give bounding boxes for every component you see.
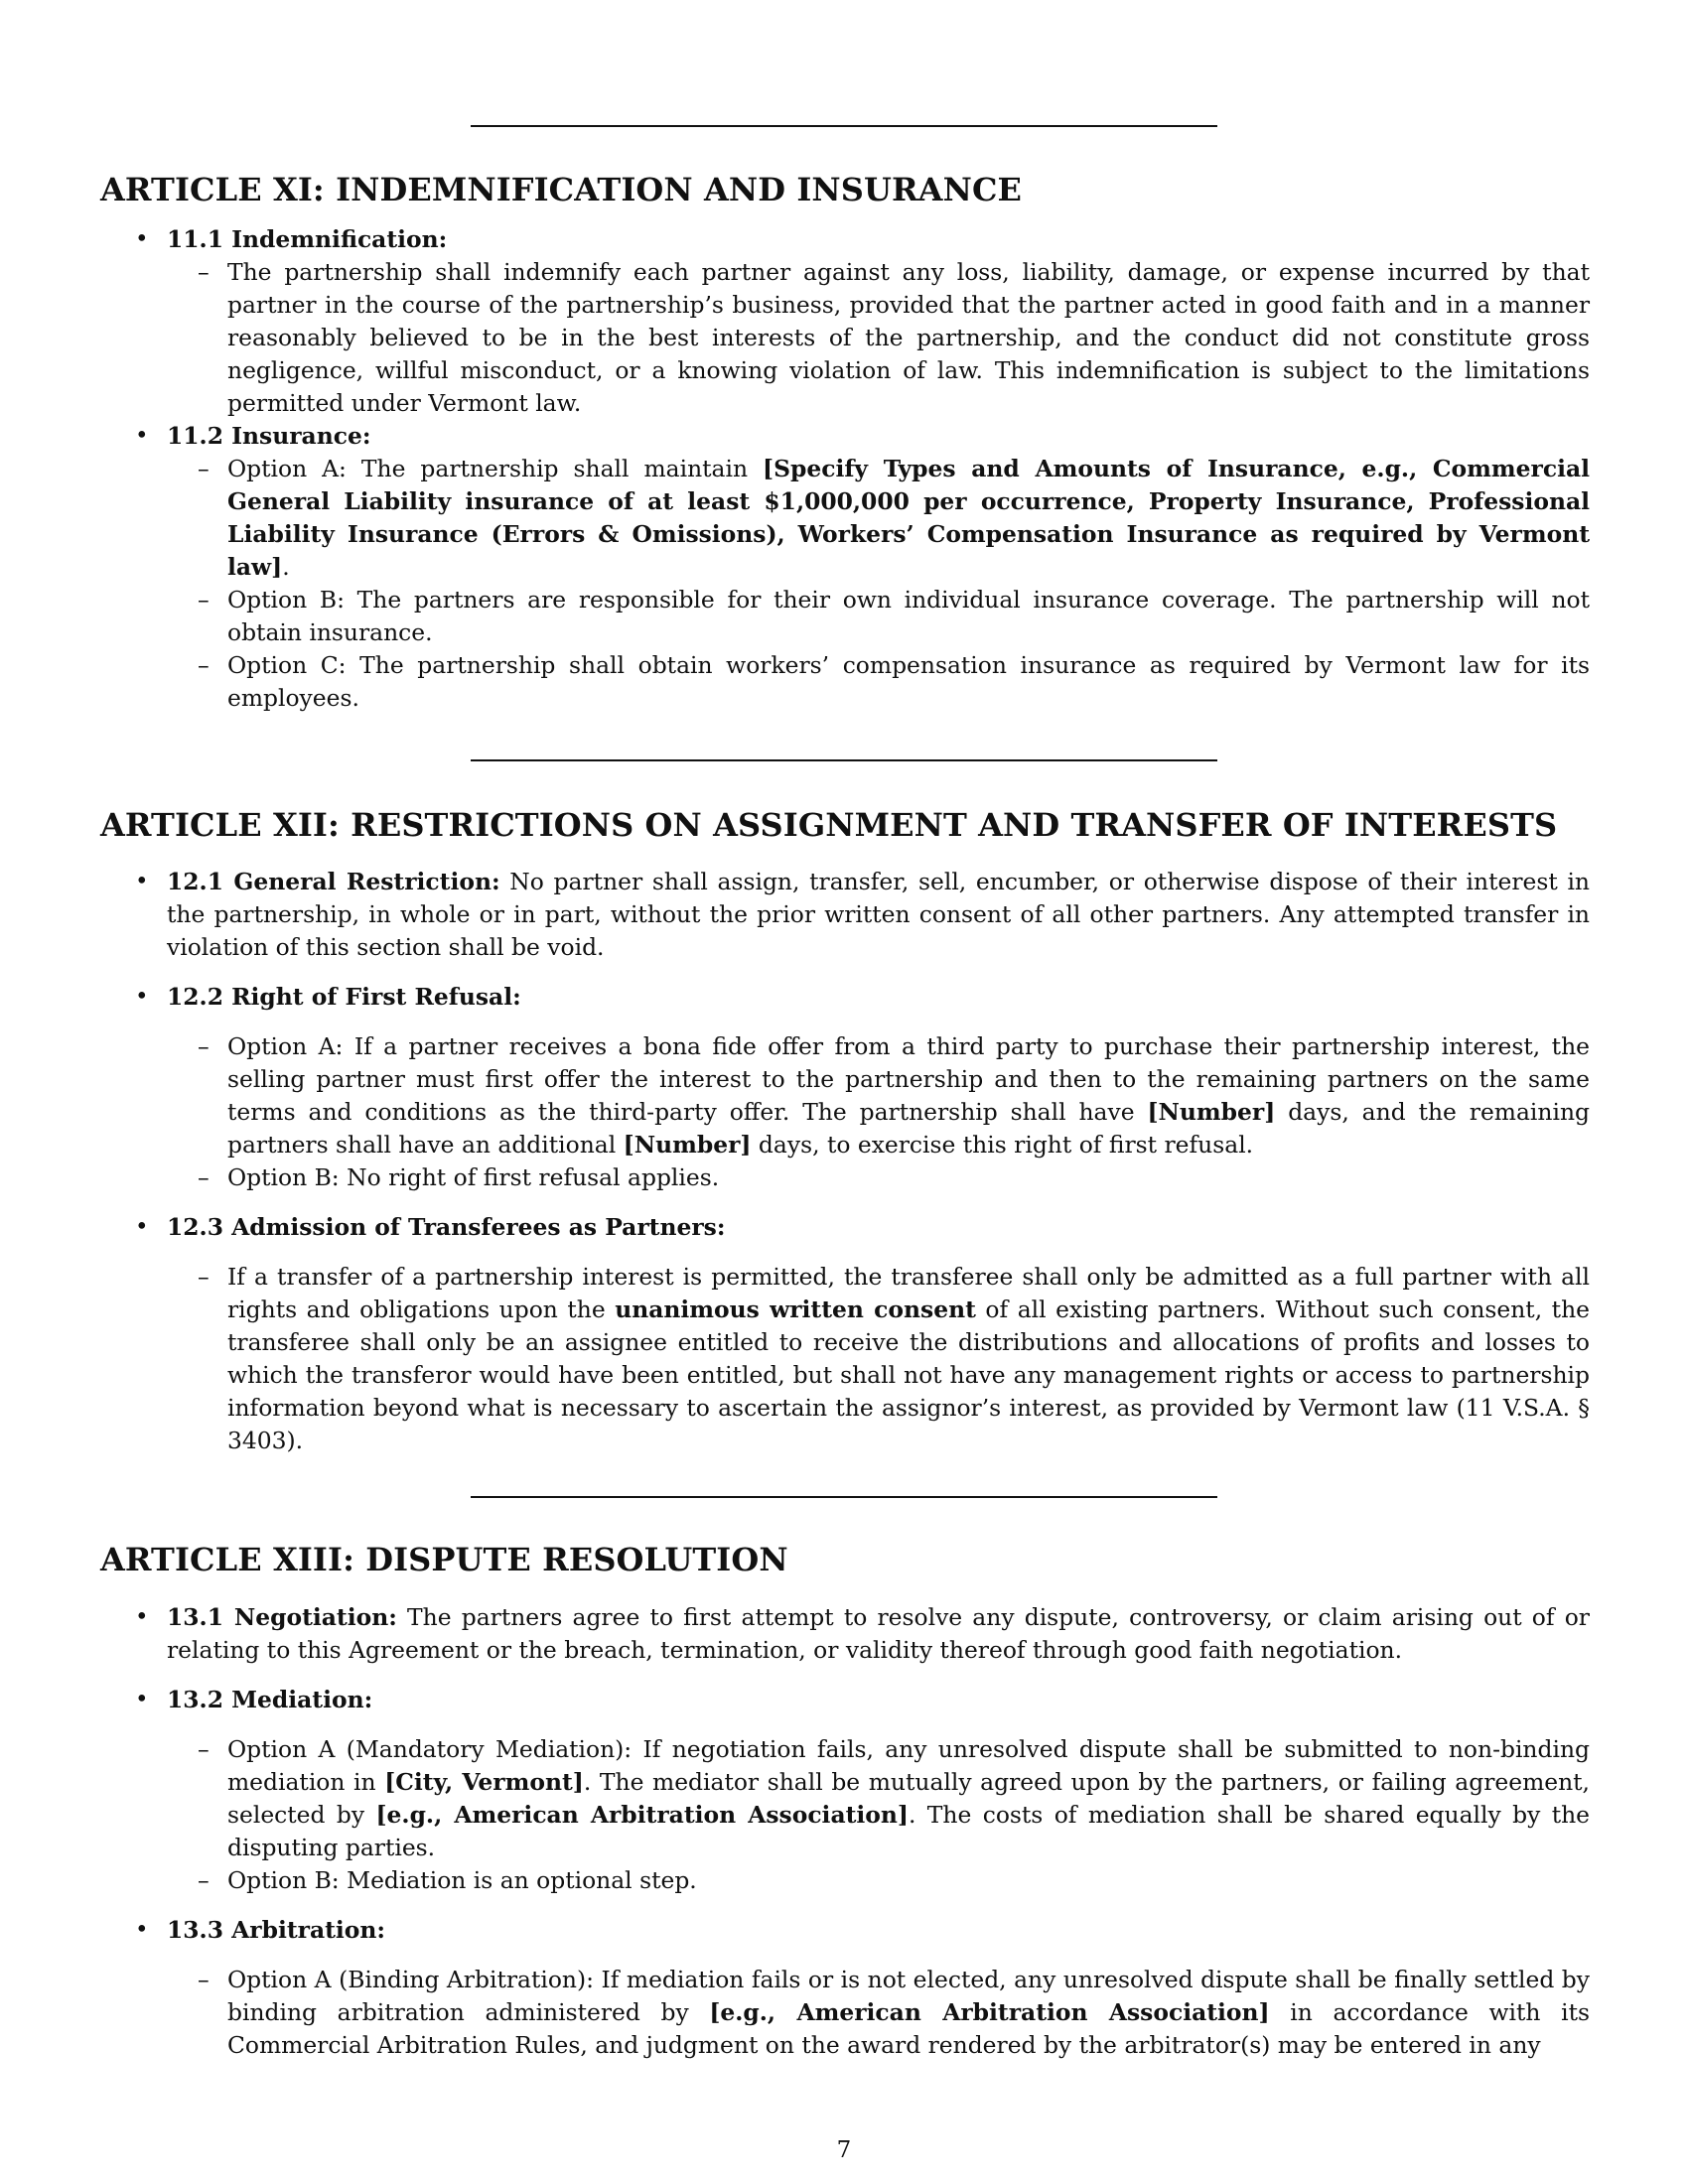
section-12-2-option-b: [100, 1161, 1590, 1194]
option-text: Option A (Binding Arbitration): If mediation fails or is not elected, any unresolved dispute shall be finally settled by binding arbitration administered by: [227, 1966, 1590, 2026]
option-text: Option A (Mandatory Mediation): If negotiation fails, any unresolved dispute shall be submitted to non-binding mediation in: [227, 1735, 1590, 1796]
section-11-2-option-c: [100, 649, 1590, 715]
section-11-1-title: 11.1 Indemnification:: [167, 225, 448, 253]
section-13-2-option-b: [100, 1864, 1590, 1897]
placeholder-text: [Specify Types and Amounts of Insurance, e.g., Commercial General Liability insurance of at least $1,000,000 per occurrence, Property Insurance, Professional Liability Insurance (Errors & Omissions), Workers’ Compensation Insurance as required by Vermont law]: [227, 455, 1590, 581]
bullet-glyph: •: [135, 984, 149, 1010]
option-text: days, to exercise this right of first refusal.: [751, 1131, 1254, 1159]
section-12-2-option-a: [100, 1030, 1590, 1161]
bullet-glyph: •: [135, 1214, 149, 1240]
bullet-glyph: •: [135, 1604, 149, 1630]
article-12-heading: ARTICLE XII: RESTRICTIONS ON ASSIGNMENT AND TRANSFER OF INTERESTS: [100, 806, 1558, 844]
section-11-1: [100, 223, 1590, 420]
section-11-2: [100, 420, 1590, 715]
bullet-glyph: •: [135, 869, 149, 894]
section-13-1: [100, 1601, 1590, 1667]
dash-glyph: –: [198, 586, 210, 614]
bullet-glyph: •: [135, 226, 149, 252]
section-11-1-text: [100, 256, 1590, 420]
dash-glyph: –: [198, 1866, 210, 1894]
section-12-2: [100, 981, 1590, 1194]
section-13-2-title: 13.2 Mediation:: [167, 1686, 373, 1713]
article-13-body: [100, 1601, 1590, 2062]
dash-glyph: –: [198, 1735, 210, 1763]
article-13-heading: ARTICLE XIII: DISPUTE RESOLUTION: [100, 1541, 788, 1578]
section-12-3-title: 12.3 Admission of Transferees as Partners:: [167, 1213, 726, 1241]
section-13-1-title: 13.1 Negotiation:: [167, 1603, 397, 1631]
option-text: in accordance with its Commercial Arbitration Rules, and judgment on the award rendered by the arbitrator(s) may be entered in any: [227, 1998, 1590, 2059]
placeholder-text: [Number]: [1147, 1098, 1276, 1126]
section-divider: [471, 759, 1217, 761]
option-text: Option C: The partnership shall obtain workers’ compensation insurance as required by Vermont law for its employees.: [227, 651, 1590, 712]
dash-glyph: –: [198, 651, 210, 679]
option-text: Option A: The partnership shall maintain: [227, 455, 764, 482]
section-13-2-option-a: [100, 1733, 1590, 1864]
section-13-2: [100, 1684, 1590, 1897]
section-11-1-paragraph: The partnership shall indemnify each partner against any loss, liability, damage, or expense incurred by that partner in the course of the partnership’s business, provided that the partner acted in good faith and in a manner reasonably believed to be in the best interests of the partnership, and the conduct did not constitute gross negligence, willful misconduct, or a knowing violation of law. This indemnification is subject to the limitations permitted under Vermont law.: [227, 258, 1590, 417]
placeholder-text: [City, Vermont]: [384, 1768, 584, 1796]
section-12-3-text: [100, 1261, 1590, 1457]
section-13-3-option-a: [100, 1964, 1590, 2062]
option-text: .: [282, 553, 290, 581]
dash-glyph: –: [198, 1032, 210, 1060]
section-12-1-paragraph: No partner shall assign, transfer, sell, encumber, or otherwise dispose of their interest in the partnership, in whole or in part, without the prior written consent of all other partners. Any attempted transfer in violation of this section shall be void.: [167, 868, 1591, 961]
bullet-glyph: •: [135, 1917, 149, 1943]
section-13-1-paragraph: The partners agree to first attempt to resolve any dispute, controversy, or claim arising out of or relating to this Agreement or the breach, termination, or validity thereof through good faith negotiation.: [167, 1603, 1590, 1664]
placeholder-text: [e.g., American Arbitration Association]: [709, 1998, 1270, 2026]
section-12-2-title: 12.2 Right of First Refusal:: [167, 983, 521, 1011]
section-11-2-option-b: [100, 584, 1590, 649]
section-12-1: [100, 866, 1590, 964]
bullet-glyph: •: [135, 1687, 149, 1712]
article-11-heading: ARTICLE XI: INDEMNIFICATION AND INSURANCE: [100, 171, 1023, 208]
section-13-3-title: 13.3 Arbitration:: [167, 1916, 386, 1944]
dash-glyph: –: [198, 1163, 210, 1191]
dash-glyph: –: [198, 1966, 210, 1993]
option-text: days, and the remaining partners shall have an additional: [227, 1098, 1590, 1159]
section-12-3: [100, 1211, 1590, 1457]
option-text: Option B: Mediation is an optional step.: [227, 1866, 697, 1894]
placeholder-text: [Number]: [623, 1131, 752, 1159]
paragraph-text: If a transfer of a partnership interest is permitted, the transferee shall only be admitted as a full partner with all rights and obligations upon the: [227, 1263, 1590, 1323]
emphasis-text: unanimous written consent: [615, 1296, 976, 1323]
bullet-glyph: •: [135, 423, 149, 449]
option-text: Option B: No right of first refusal applies.: [227, 1163, 720, 1191]
section-11-2-title: 11.2 Insurance:: [167, 422, 371, 450]
section-divider: [471, 1496, 1217, 1498]
dash-glyph: –: [198, 258, 210, 286]
page-number: 7: [836, 2137, 852, 2163]
placeholder-text: [e.g., American Arbitration Association]: [375, 1801, 909, 1829]
dash-glyph: –: [198, 455, 210, 482]
option-text: Option B: The partners are responsible for their own individual insurance coverage. The partnership will not obtain insurance.: [227, 586, 1590, 646]
option-text: Option A: If a partner receives a bona fide offer from a third party to purchase their partnership interest, the selling partner must first offer the interest to the partnership and then to the remaining partners on the same terms and conditions as the third-party offer. The partnership shall have: [227, 1032, 1590, 1126]
option-text: . The costs of mediation shall be shared equally by the disputing parties.: [227, 1801, 1590, 1861]
option-text: . The mediator shall be mutually agreed upon by the partners, or failing agreement, selected by: [227, 1768, 1590, 1829]
section-divider: [471, 125, 1217, 127]
section-13-3: [100, 1914, 1590, 2062]
article-12-body: [100, 866, 1590, 1457]
section-12-1-title: 12.1 General Restriction:: [167, 868, 500, 895]
section-11-2-option-a: [100, 453, 1590, 584]
dash-glyph: –: [198, 1263, 210, 1291]
paragraph-text: of all existing partners. Without such consent, the transferee shall only be an assignee entitled to receive the distributions and allocations of profits and losses to which the transferor would have been entitled, but shall not have any management rights or access to partnership information beyond what is necessary to ascertain the assignor’s interest, as provided by Vermont law (11 V.S.A. § 3403).: [227, 1296, 1590, 1454]
article-11-body: [100, 223, 1590, 715]
